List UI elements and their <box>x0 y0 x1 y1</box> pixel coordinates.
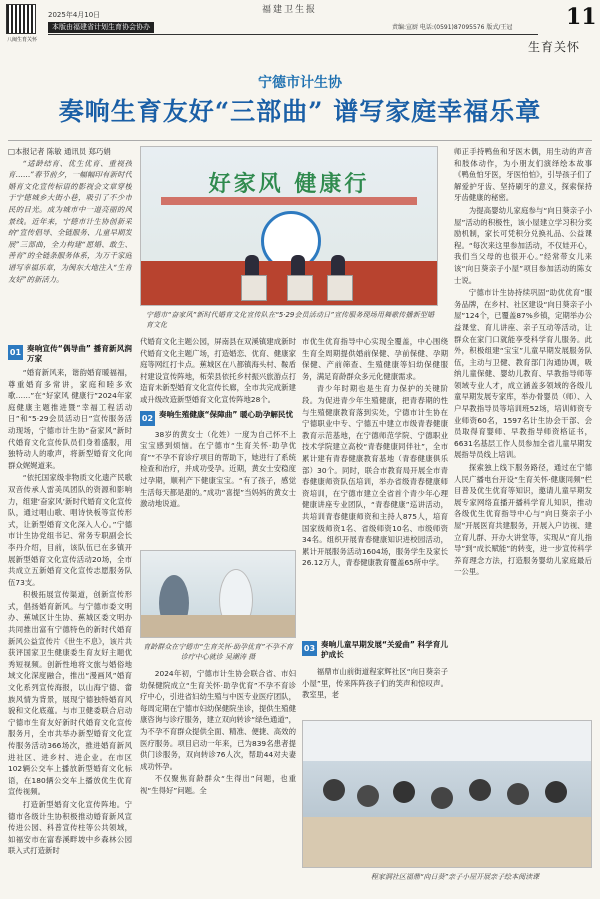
floor-mat <box>303 817 591 867</box>
photo-caption: 育龄群众在宁德市“生育关怀·助孕优育”不孕不育诊疗中心就诊 吴潮涛 摄 <box>143 643 293 661</box>
clinic-photo <box>140 550 296 638</box>
paragraph: 2024年初，宁德市计生协会联合省、市妇幼保健院成立“生育关怀·助孕优育”不孕不育诊疗中心，引进省妇幼生殖与中医专业医疗团队，每周定期在宁德市妇幼保健院坐诊，提供生殖健康咨询与诊疗服务，建立双向转诊“绿色通道”，为不孕不育群众提供全面、精准、便捷、高效的医疗服务。项目启动一年来，已为839名患者提供门诊服务，双向转诊76人次，帮助44对夫妻成功怀孕。 <box>140 669 296 771</box>
lead-paragraph: “适龄结育、优生优育、重视孩育……”春节前夕，一幅幅印有新时代婚育文化宣传标语的影视会文章穿梭于宁德城乡大街小巷，吸引了不少市民的目光。成为城市中一道亮丽的风景线。近年来，宁德市计生协创新采纳“宣传倡导、全链服务、儿童早期发展”三部曲，全力构建“愿婚、敢生、善育”的全链条服务体系，为万千家庭谱写幸福乐章，为闽东大地注入“生育友好”的新活力。 <box>8 158 132 284</box>
paragraph: 积极拓展宣传渠道，创新宣传形式，倡扬婚育新风。与宁德市委文明办、蕉城区计生协、蕉城区委文明办共同推出富有宁德特色的新时代婚育新风公益宣传片《世生不息》，该片共获评国家卫生健康委生育友好主题优秀短视频。创新性地将文旅与婚俗地域文化深度融合，推出“漫画风”婚育文化系列宣传海报，以山海宁德、畲族风情为背景，展现宁德独特婚育风貌和文化底蕴。与市卫健委联合启动宁德市生育友好新时代婚育文化宣传服务月，全市共举办新型婚育文化宣传服务活动366场次，推进婚育新风进社区、进乡村、进企业。在市区102辆公交车上播放新型婚育文化标语，在180辆公交车上播放优生优育宣传视频。 <box>8 590 132 797</box>
paragraph: 打造新型婚育文化宣传阵地。宁德市各级计生协积极推动婚育新风宣传进公园、科普宣传柱等公共领域，如福安市在富春溪畔坡中乡森林公园联入式打造新时 <box>8 799 132 856</box>
paragraph: 福鼎市山前街道程家辉社区“向日葵亲子小屋”里，传来阵阵孩子们的笑声和惊叹声。教室里，老 <box>302 667 448 700</box>
paragraph: 38岁的黄女士（化姓）一度为自己怀不上宝宝感到烦恼。在宁德市“生育关怀·助孕优育”“不孕不育诊疗项目的帮助下，她进行了系统检查和治疗，并成功受孕。近期，黄女士安稳度过孕期，顺利产下健康宝宝。“有了孩子，感觉生活每天都是甜的。”成功“喜提”当妈妈的黄女士激动地说道。 <box>140 429 296 509</box>
paragraph: 市优生优育指导中心实现全覆盖，中心围绕生育全周期提供婚前保健、孕前保健、孕期保健、产前筛查、生殖健康等妇幼保健服务，满足育龄群众多元化健康需求。 <box>302 337 448 381</box>
article-column-3 <box>302 336 448 636</box>
child-figure <box>545 781 567 803</box>
paper-name: 福建卫生报 <box>262 5 318 15</box>
reading-class-photo <box>302 720 592 868</box>
banner-stripe <box>161 197 417 205</box>
editor-contact: 责编:宣厨 电话:(0591)87095576 版式/王冠 <box>392 24 513 31</box>
paragraph: 为提高婴幼儿家庭参与“向日葵亲子小屋”活动的积极性，该小屋建立学习积分奖励机制，家长可凭积分兑换礼品、公益课程。“每次来这里参加活动，不仅娃开心，我们当父母的也很开心。”经常带女儿来该“向日葵亲子小屋”项目参加活动的陈女士说。 <box>454 205 592 285</box>
child-figure <box>357 785 379 807</box>
byline: □本报记者 陈敏 通讯员 郑巧娟 <box>8 147 111 156</box>
sponsor-bar: 本版由福建省计划生育协会协办 <box>48 22 154 33</box>
child-figure <box>469 779 491 801</box>
article-column-2 <box>140 336 296 548</box>
paragraph: “婚育新风来，谐韵婚育暖福福，尊重婚育多常讲，家庭和睦多欢歌……”在“好家风 健康行”2024年家庭健康主题推进暨“幸福工程活动日”和“5·29会员活动日”宣传服务活动现场，宁德市计生协“奋家风”新时代婚育文化宣传队员们身着盛服，用独特动人的歌声，将新型婚育文化向群众娓娓道来。 <box>8 368 132 470</box>
section-name: 生育关怀 <box>528 40 581 54</box>
classroom-wall <box>303 721 591 761</box>
child-figure <box>507 783 529 805</box>
article-column-1 <box>8 340 132 895</box>
child-figure <box>393 781 415 803</box>
paragraph: 探索独上线下服务路径，通过在宁德人民广播电台开设“生育关怀·健康同频”栏目普及优生优育等知识，邀请儿童早期发展专家网络直播开播科学育儿知识，推动各级优生优育指导中心与“向日葵亲子小屋”开展医育共建服务，开展入户访视、建立育儿群、开办大讲堂等，实现从“育儿指导”到“成长赋能”的转变，进一步宣传科学养育理念方法，打造服务婴幼儿家庭最后一公里。 <box>454 463 592 577</box>
performer <box>245 255 259 277</box>
paragraph: “依托国家级非物质文化遗产民歌双音传承人雷美凤团队的资源和影响力，组建‘奋家风’新时代婚育文化宣传队，通过唱山歌、唱诗快板等宣传形式，让新型婚育文化深入人心。”宁德市计生协党组书记、常务专职副会长李丹介绍，目前，该队伍已在多镇开展新型婚育文化宣传活动20场，全市共成立五新婚育文化宣传志愿服务队伍73支。 <box>8 473 132 587</box>
desk <box>141 615 295 637</box>
subhead-number: 02 <box>140 411 155 426</box>
photo-caption: 程家洞社区福鼎“向日葵”亲子小屋开展亲子绘本阅读课 <box>370 873 540 881</box>
podium <box>241 275 267 301</box>
paragraph: 师正手持鸭鱼和牙医木偶，用生动的声音和肢体动作，为小朋友们演绎绘本故事《鸭鱼怕牙医，牙医怕怕》，引导孩子们了解爱护牙齿、坚持刷牙的意义，探索保持牙齿健康的秘密。 <box>454 147 592 203</box>
event-photo <box>140 146 438 306</box>
page-number: 11 <box>566 4 597 30</box>
child-figure <box>323 779 345 801</box>
paragraph: 宁德市计生协持续巩固“助优优育”服务品牌，在乡村、社区建设“向日葵亲子小屋”124个，已覆盖87%乡镇，定期举办公益课堂、育儿讲座、亲子互动等活动，让群众在家门口就能享受科学育儿服务。此外，积极组建“宝宝”儿童早期发展服务队伍，主动与卫健、教育部门沟通协调，吸纳儿童保健、婴幼儿教育、早教指导师等领域专业人才，成立涵盖多领域的各级儿童早期发展专家库，举办骨婴员（师）、入户早教指导员等培训班52场，培训师资专业师资60名，1597名计生协会干部、会员取得育婴师、早教指导师资格证书，6631名基层工作人员参加全省儿童早期发展指导员线上培训。 <box>454 288 592 460</box>
performer <box>331 255 345 277</box>
subhead-number: 03 <box>302 641 317 656</box>
qr-code[interactable] <box>6 4 36 34</box>
subhead-3 <box>302 640 448 660</box>
masthead-rule <box>48 34 538 35</box>
photo-caption: 宁德市“奋家风”新时代婚育文化宣传队在“5·29会员活动日”宣传服务现场用舞歌传播新型婚育文化 <box>146 311 434 329</box>
subhead-number: 01 <box>8 345 23 360</box>
article-column-2b <box>140 668 296 896</box>
article-headline: 奏响生育友好“三部曲” 谱写家庭幸福乐章 <box>58 97 542 126</box>
paragraph: 青少年时期也是生育力保护的关键阶段。为促进青少年生殖健康，把青春期的性与生殖健康教育落到实处，宁德市计生协在宁德职业中专、宁德五中建立市级青春健康教育示范基地，在宁德师范学院、宁德职业技术学院建立高校“青春健康同伴社”，全市累计建有青春健康教育基地（青春健康俱乐部）30个。同时，联合市教育局开展全市青春健康师资队伍培训，举办省级青春健康师资培训，在宁德市建立全省首个青少年心理健康讲座专业团队，“青春健康”巡讲活动，共培训青春健康师资和主持人875人，培育国家级师资1名、省级师资10名、市级师资34名。组织开展青春健康知识进校园活动，累计开展服务活动1604场，服务学生及家长26.12万人，青春健康教育覆盖65所中学。 <box>302 384 448 568</box>
issue-date: 2025年4月10日 <box>48 11 101 19</box>
article-kicker: 宁德市计生协 <box>258 75 342 91</box>
subhead-title: 奏响儿童早期发展“关爱曲” 科学育儿护成长 <box>321 640 448 659</box>
child-figure <box>431 787 453 809</box>
lead-column <box>8 146 132 338</box>
article-column-3c <box>302 666 448 716</box>
subhead-title: 奏响生殖健康“保障曲” 暖心助孕解民忧 <box>159 409 294 419</box>
paragraph: 代婚育文化主题公园，屏南县在双溪镇建成新时代婚育文化主题广场，打造婚恋、优育、健康家庭等网红打卡点。蕉城区在八都镇海头村、鞍盾村建设宣传阵地，柘荣县依托乡村振兴旅游点打造育未新型婚育文化宣传长廊，全市共完成新建或升级改造新型婚育文化宣传阵地28个。 <box>140 337 296 404</box>
performer <box>291 255 305 277</box>
article-column-4 <box>454 146 592 714</box>
podium <box>287 275 313 301</box>
subhead-1 <box>8 344 132 364</box>
podium <box>327 275 353 301</box>
paragraph: 不仅聚焦育龄群众“生得出”问题，也重视“生得好”问题。全 <box>140 774 296 795</box>
banner-title: 好家风 健康行 <box>208 172 370 197</box>
subhead-title: 奏响宣传“偶导曲” 播育新风润万家 <box>27 344 132 363</box>
qr-caption: 八闽生育关怀 <box>6 37 37 43</box>
headline-rule <box>8 140 592 141</box>
subhead-2 <box>140 410 296 426</box>
